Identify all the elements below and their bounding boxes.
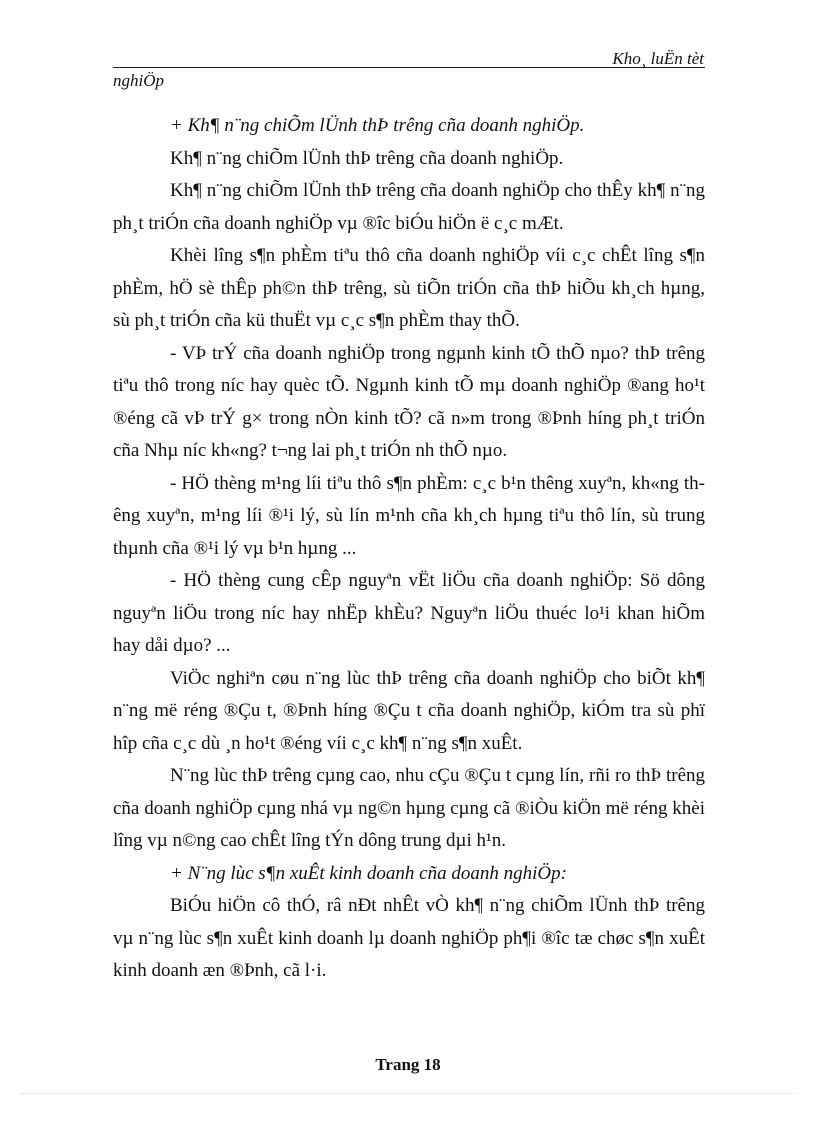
paragraph: - HÖ thèng cung cÊp nguyªn vËt liÖu cña doanh nghiÖp: Sö dông nguyªn liÖu trong níc hay nhËp khÈu? Nguyªn liÖu thuéc lo¹i khan hiÕm hay dåi dµo? ...: [113, 570, 705, 656]
paragraph: Kh¶ n¨ng chiÕm lÜnh thÞ trêng cña doanh nghiÖp cho thÊy kh¶ n¨ng ph¸t triÓn cña doanh nghiÖp vµ ®îc biÓu hiÖn ë c¸c mÆt.: [113, 180, 705, 234]
header-title: Kho¸ luËn tèt: [612, 49, 704, 68]
paragraph: - HÖ thèng m¹ng líi tiªu thô s¶n phÈm: c¸c b¹n thêng xuyªn, kh«ng thêng xuyªn, m¹ng líi ®¹i lý, sù lín m¹nh cña kh¸ch hµng tiªu thô lín, sù trung thµnh cña ®¹i lý vµ b¹n hµng ...: [113, 472, 705, 559]
paragraph: ViÖc nghiªn cøu n¨ng lùc thÞ trêng cña doanh nghiÖp cho biÕt kh¶ n¨ng më réng ®Çu t, ®Þnh híng ®Çu t cña doanh nghiÖp, kiÓm tra sù phï hîp cña c¸c dù ¸n ho¹t ®éng víi c¸c kh¶ n¨ng s¶n xuÊt.: [113, 667, 705, 754]
header-title-continued: nghiÖp: [113, 71, 164, 90]
subheading-production-capacity: + N¨ng lùc s¶n xuÊt kinh doanh cña doanh nghiÖp:: [170, 862, 567, 884]
header-rule: [113, 67, 705, 68]
page-bottom-divider: [20, 1093, 796, 1094]
paragraph: - VÞ trÝ cña doanh nghiÖp trong ngµnh kinh tÕ thÕ nµo? thÞ trêng tiªu thô trong níc hay quèc tÕ. Ngµnh kinh tÕ mµ doanh nghiÖp ®ang ho¹t ®éng cã vÞ trÝ g× trong nÒn kinh tÕ? cã n»m trong ®Þnh híng ph¸t triÓn cña Nhµ níc kh«ng? t¬ng lai ph¸t triÓn nh thÕ nµo.: [113, 342, 705, 461]
paragraph: N¨ng lùc thÞ trêng cµng cao, nhu cÇu ®Çu t cµng lín, rñi ro thÞ trêng cña doanh nghiÖp cµng nhá vµ ng©n hµng cµng cã ®iÒu kiÖn më réng khèi lîng vµ n©ng cao chÊt lîng tÝn dông trung dµi h¹n.: [113, 765, 705, 851]
paragraph: BiÓu hiÖn cô thÓ, râ nÐt nhÊt vÒ kh¶ n¨ng chiÕm lÜnh thÞ trêng vµ n¨ng lùc s¶n xuÊt kinh doanh lµ doanh nghiÖp ph¶i ®îc tæ chøc s¶n xuÊt kinh doanh æn ®Þnh, cã l·i.: [113, 895, 705, 981]
body-text: [113, 110, 705, 988]
paragraph: Kh¶ n¨ng chiÕm lÜnh thÞ trêng cña doanh nghiÖp.: [170, 147, 564, 169]
page-number: Trang 18: [375, 1055, 441, 1074]
subheading-market-share: + Kh¶ n¨ng chiÕm lÜnh thÞ trêng cña doanh nghiÖp.: [170, 115, 585, 136]
paragraph: Khèi lîng s¶n phÈm tiªu thô cña doanh nghiÖp víi c¸c chÊt lîng s¶n phÈm, hÖ sè thÊp ph©n thÞ trêng, sù tiÕn triÓn cña thÞ hiÕu kh¸ch hµng, sù ph¸t triÓn cña kü thuËt vµ c¸c s¶n phÈm thay thÕ.: [113, 245, 705, 331]
